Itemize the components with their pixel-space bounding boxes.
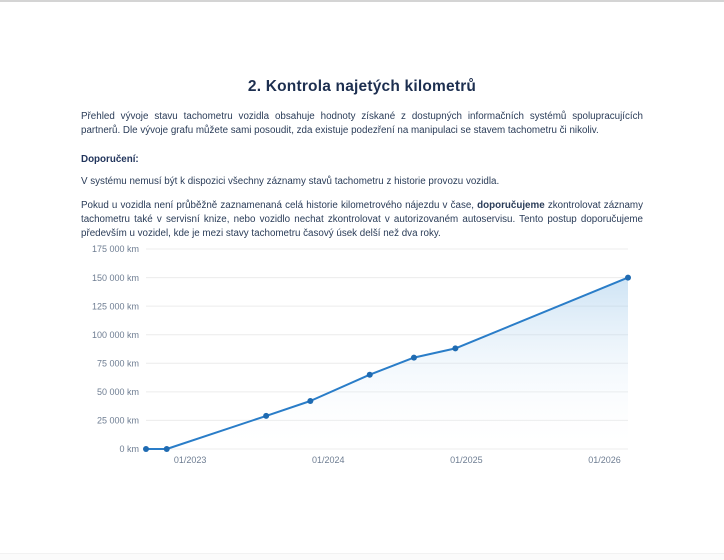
data-point-marker [143, 446, 149, 452]
page-title: 2. Kontrola najetých kilometrů [247, 78, 477, 95]
intro-paragraph: Přehled vývoje stavu tachometru vozidla obsahuje hodnoty získané z dostupných informačních systémů spolupracujících partnerů. Dle vývoje grafu můžete sami posoudit, zda existuje podezření na manipulaci se stavem tachometru či nikoliv. [81, 111, 643, 137]
y-axis-tick-label: 125 000 km [91, 301, 139, 312]
odometer-history-chart [81, 243, 643, 472]
report-content [81, 0, 643, 472]
data-point-marker [625, 274, 631, 280]
y-axis-tick-label: 150 000 km [91, 272, 139, 283]
odometer-chart-svg [81, 243, 643, 467]
recommendation-paragraph [81, 199, 643, 242]
data-point-marker [164, 446, 170, 452]
y-axis-tick-label: 175 000 km [91, 244, 139, 255]
page-bottom-edge [0, 553, 724, 560]
x-axis-tick-label: 01/2023 [173, 454, 207, 465]
recommendation-text-bold: doporučujeme [477, 199, 545, 211]
x-axis-tick-label: 01/2024 [312, 454, 345, 465]
recommendation-text-start: Pokud u vozidla není průběžně zaznamenaná celá historie kilometrového nájezdu v čase, [81, 199, 478, 211]
y-axis-tick-label: 0 km [119, 444, 139, 455]
data-point-marker [411, 354, 417, 360]
y-axis-tick-label: 50 000 km [96, 386, 139, 397]
x-axis-tick-label: 01/2025 [450, 454, 483, 465]
data-point-marker [367, 372, 373, 378]
recommendation-text-end: zkontrolovat záznamy tachometru také v servisní knize, nebo vozidlo nechat zkontrolovat v autorizovaném autoservisu. Tento postup doporučujeme především u vozidel, kde je mezi stavy tachometru časový úsek delší než dva roky. [81, 199, 643, 240]
y-axis-tick-label: 100 000 km [91, 329, 139, 340]
data-point-marker [263, 413, 269, 419]
data-point-marker [307, 398, 313, 404]
data-point-marker [452, 345, 458, 351]
x-axis-tick-label: 01/2026 [588, 454, 621, 465]
system-note-paragraph: V systému nemusí být k dispozici všechny záznamy stavů tachometru z historie provozu vozidla. [81, 176, 500, 188]
y-axis-tick-label: 25 000 km [96, 415, 139, 426]
y-axis-tick-label: 75 000 km [96, 358, 139, 369]
recommendation-label: Doporučení: [81, 153, 139, 165]
